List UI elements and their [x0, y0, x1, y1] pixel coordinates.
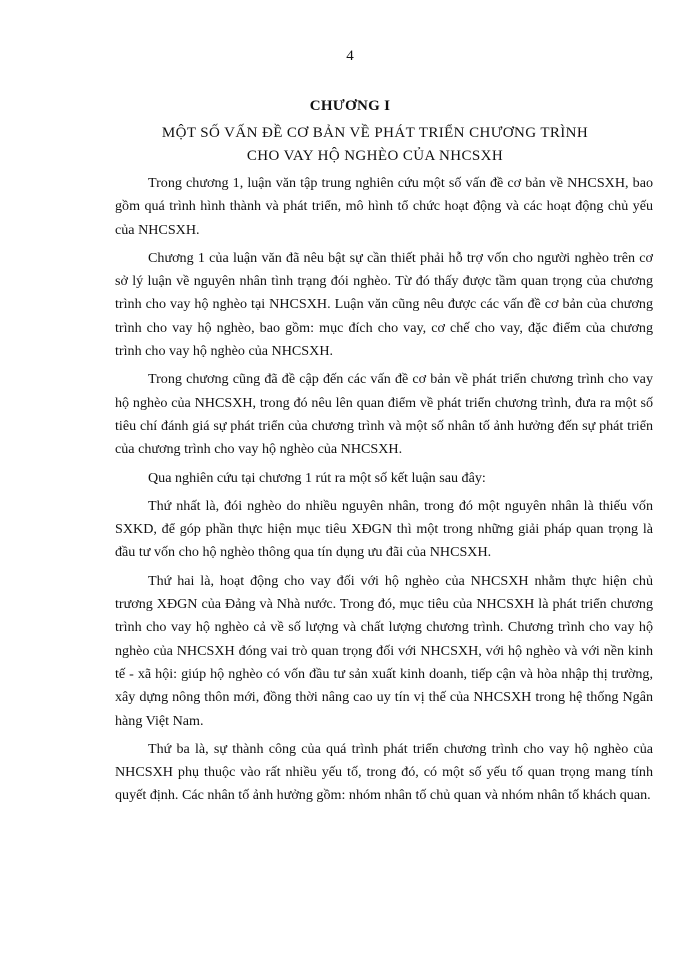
- body-text: [115, 172, 653, 813]
- paragraph-conclusions-intro: Qua nghiên cứu tại chương 1 rút ra một số kết luận sau đây:: [148, 469, 486, 486]
- paragraph-conclusion-second: Thứ hai là, hoạt động cho vay đối với hộ nghèo của NHCSXH nhằm thực hiện chủ trương XĐGN của Đảng và Nhà nước. Trong đó, mục tiêu của NHCSXH là phát triển chương trình cho vay hộ nghèo cả về số lượng và chất lượng chương trình. Chương trình cho vay hộ nghèo của NHCSXH đóng vai trò quan trọng đối với NHCSXH, với hộ nghèo và với nền kinh tế - xã hội: giúp hộ nghèo có vốn đầu tư sản xuất kinh doanh, tiếp cận và hòa nhập thị trường, xây dựng nông thôn mới, đồng thời nâng cao uy tín vị thế của NHCSXH trong hệ thống Ngân hàng Việt Nam.: [115, 572, 653, 729]
- paragraph-program-development: Trong chương cũng đã đề cập đến các vấn đề cơ bản về phát triển chương trình cho vay hộ nghèo của NHCSXH, trong đó nêu lên quan điểm về phát triển chương trình, đưa ra một số tiêu chí đánh giá sự phát triển của chương trình và một số nhân tố ảnh hưởng đến sự phát triển của chương trình cho vay hộ nghèo của NHCSXH.: [115, 371, 653, 458]
- chapter-title: [100, 122, 650, 168]
- paragraph-conclusion-third: Thứ ba là, sự thành công của quá trình phát triển chương trình cho vay hộ nghèo của NHCSXH phụ thuộc vào rất nhiều yếu tố, trong đó, có một số yếu tố quan trọng mang tính quyết định. Các nhân tố ảnh hưởng gồm: nhóm nhân tố chủ quan và nhóm nhân tố khách quan.: [115, 740, 653, 804]
- paragraph-intro: Trong chương 1, luận văn tập trung nghiên cứu một số vấn đề cơ bản về NHCSXH, bao gồm quá trình hình thành và phát triển, mô hình tổ chức hoạt động và các hoạt động chủ yếu của NHCSXH.: [115, 175, 653, 238]
- paragraph-poverty-support: Chương 1 của luận văn đã nêu bật sự cần thiết phải hỗ trợ vốn cho người nghèo trên cơ sở lý luận về nguyên nhân tình trạng đói nghèo. Từ đó thấy được tầm quan trọng của chương trình cho vay hộ nghèo tại NHCSXH. Luận văn cũng nêu được các vấn đề cơ bản của chương trình cho vay hộ nghèo, bao gồm: mục đích cho vay, cơ chế cho vay, đặc điểm của chương trình cho vay hộ nghèo của NHCSXH.: [115, 249, 653, 360]
- chapter-label: CHƯƠNG I: [309, 98, 391, 114]
- chapter-title-line-1: MỘT SỐ VẤN ĐỀ CƠ BẢN VỀ PHÁT TRIỂN CHƯƠNG TRÌNH: [161, 125, 589, 141]
- paragraph-conclusion-first: Thứ nhất là, đói nghèo do nhiều nguyên nhân, trong đó một nguyên nhân là thiếu vốn SXKD, để góp phần thực hiện mục tiêu XĐGN thì một trong những giải pháp quan trọng là đầu tư vốn cho hộ nghèo thông qua tín dụng ưu đãi của NHCSXH.: [115, 497, 653, 561]
- page-number: 4: [346, 48, 354, 64]
- chapter-title-line-2: CHO VAY HỘ NGHÈO CỦA NHCSXH: [246, 148, 504, 164]
